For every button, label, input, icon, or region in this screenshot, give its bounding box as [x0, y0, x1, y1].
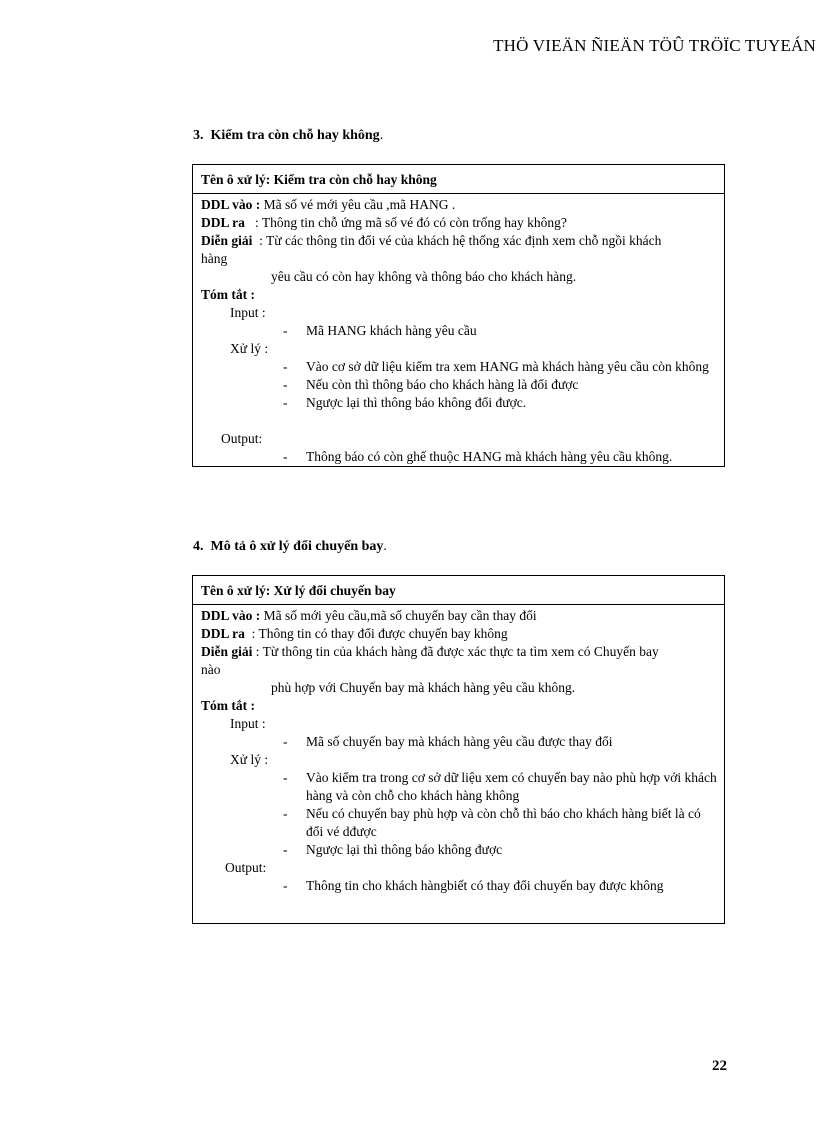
description-label: Diễn giải: [201, 644, 253, 659]
process-box-title: Tên ô xử lý: Xử lý đổi chuyến bay: [193, 576, 724, 605]
process-item: - Ngược lại thì thông báo không đổi được.: [283, 395, 527, 410]
section-3-number: 3.: [193, 128, 204, 143]
process-item: - Nếu còn thì thông báo cho khách hàng là đổi được: [283, 377, 579, 392]
section-4-title: Mô tả ô xử lý đổi chuyến bay: [210, 539, 384, 554]
process-box-body: [193, 194, 724, 466]
output-label: Output:: [221, 431, 263, 446]
ddl-out-label: DDL ra: [201, 626, 245, 641]
summary-label: Tóm tắt :: [201, 287, 255, 302]
ddl-out-label: DDL ra: [201, 215, 245, 230]
section-4-heading: 4. Mô tả ô xử lý đổi chuyến bay.: [193, 539, 387, 554]
process-box-title: Tên ô xử lý: Kiểm tra còn chỗ hay không: [193, 165, 724, 194]
description-line-1: : Từ thông tin của khách hàng đã được xác thực ta tìm xem có Chuyến bay: [255, 644, 659, 659]
input-item: - Mã HANG khách hàng yêu cầu: [283, 323, 477, 338]
process-item: - Vào cơ sở dữ liệu kiểm tra xem HANG mà khách hàng yêu cầu còn không: [283, 359, 709, 374]
process-item: - Nếu có chuyến bay phù hợp và còn chỗ thì báo cho khách hàng biết là có đổi vé dđược: [283, 806, 701, 839]
output-item: - Thông báo có còn ghế thuộc HANG mà khách hàng yêu cầu không.: [283, 449, 673, 464]
ddl-in-label: DDL vào :: [201, 608, 261, 623]
output-item: - Thông tin cho khách hàngbiết có thay đổi chuyến bay được không: [283, 878, 664, 893]
page-header-title: THÖ VIEÄN ÑIEÄN TÖÛ TRÖÏC TUYEÁN: [493, 36, 816, 55]
process-box-change-flight: [192, 575, 725, 924]
input-label: Input :: [230, 716, 266, 731]
ddl-in-label: DDL vào :: [201, 197, 261, 212]
process-label: Xử lý :: [230, 752, 269, 767]
section-3-title: Kiểm tra còn chỗ hay không: [210, 128, 380, 143]
process-box-body: [193, 605, 724, 895]
description-line-2: nào: [201, 662, 221, 677]
summary-label: Tóm tắt :: [201, 698, 255, 713]
input-item: - Mã số chuyến bay mà khách hàng yêu cầu được thay đổi: [283, 734, 613, 749]
ddl-out-value: : Thông tin có thay đổi được chuyến bay không: [251, 626, 508, 641]
process-item: - Vào kiểm tra trong cơ sở dữ liệu xem có chuyến bay nào phù hợp với khách hàng và còn chỗ cho khách hàng không: [283, 770, 717, 803]
description-line-1: : Từ các thông tin đổi vé của khách hệ thống xác định xem chỗ ngồi khách: [259, 233, 662, 248]
description-line-3: yêu cầu có còn hay không và thông báo cho khách hàng.: [271, 269, 577, 284]
process-label: Xử lý :: [230, 341, 269, 356]
process-box-check-seat: [192, 164, 725, 467]
process-item: - Ngược lại thì thông báo không được: [283, 842, 503, 857]
description-line-2: hàng: [201, 251, 228, 266]
ddl-out-value: : Thông tin chỗ ứng mã số vé đó có còn trống hay không?: [255, 215, 567, 230]
ddl-in-value: Mã số mới yêu cầu,mã số chuyến bay cần thay đổi: [263, 608, 537, 623]
input-label: Input :: [230, 305, 266, 320]
description-line-3: phù hợp với Chuyến bay mà khách hàng yêu cầu không.: [271, 680, 576, 695]
section-3-heading: 3. Kiểm tra còn chỗ hay không.: [193, 128, 384, 143]
page-number: 22: [712, 1058, 727, 1074]
section-4-number: 4.: [193, 539, 204, 554]
description-label: Diễn giải: [201, 233, 253, 248]
output-label: Output:: [225, 860, 267, 875]
ddl-in-value: Mã số vé mới yêu cầu ,mã HANG .: [263, 197, 456, 212]
